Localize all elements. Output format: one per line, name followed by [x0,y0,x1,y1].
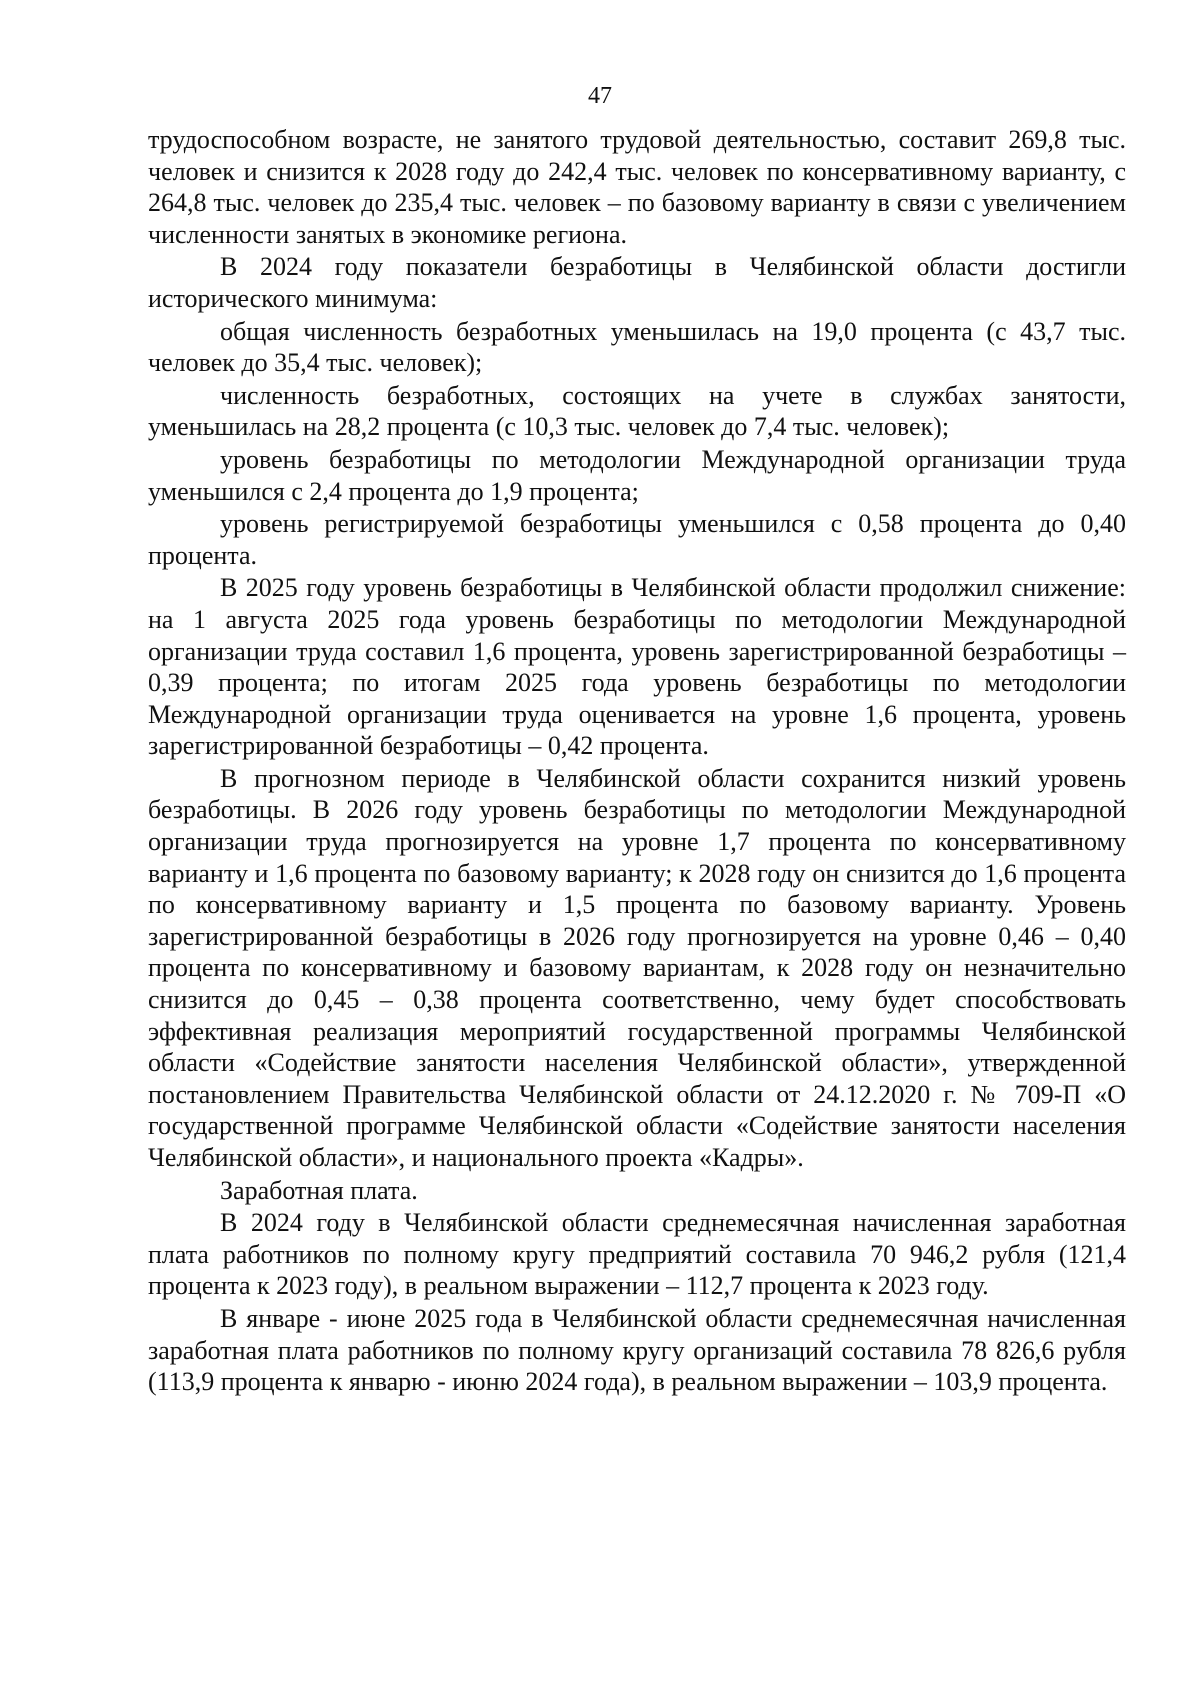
paragraph-total-unemployed: общая численность безработных уменьшилась на 19,0 процента (с 43,7 тыс. человек до 35,4 тыс. человек); [148,316,1126,378]
paragraph-working-age-unemployed: трудоспособном возрасте, не занятого трудовой деятельностью, составит 269,8 тыс. человек и снизится к 2028 году до 242,4 тыс. человек по консервативному варианту, с 264,8 тыс. человек до 235,4 тыс. человек – по базовому варианту в связи с увеличением численности занятых в экономике региона. [148,125,1126,249]
paragraph-registered-unemployment-rate: уровень регистрируемой безработицы уменьшился с 0,58 процента до 0,40 процента. [148,509,1126,570]
section-heading-wages: Заработная плата. [220,1175,418,1205]
paragraph-2024-wages: В 2024 году в Челябинской области среднемесячная начисленная заработная плата работников по полному кругу предприятий составила 70 946,2 рубля (121,4 процента к 2023 году), в реальном выражении – 112,7 процента к 2023 году. [148,1208,1126,1301]
paragraph-forecast-unemployment: В прогнозном периоде в Челябинской области сохранится низкий уровень безработицы. В 2026 году уровень безработицы по методологии Международной организации труда прогнозируется на уровне 1,7 процента по консервативному варианту и 1,6 процента по базовому варианту; к 2028 году он снизится до 1,6 процента по консервативному варианту и 1,5 процента по базовому варианту. Уровень зарегистрированной безработицы в 2026 году прогнозируется на уровне 0,46 – 0,40 процента по консервативному и базовому вариантам, к 2028 году он незначительно снизится до 0,45 – 0,38 процента соответственно, чему будет способствовать эффективная реализация мероприятий государственной программы Челябинской области «Содействие занятости населения Челябинской области», утвержденной постановлением Правительства Челябинской области от 24.12.2020 г. № 709-П «О государственной программе Челябинской области «Содействие занятости населения Челябинской области», и национального проекта «Кадры». [148,763,1126,1172]
paragraph-2025-unemployment: В 2025 году уровень безработицы в Челябинской области продолжил снижение: на 1 августа 2025 года уровень безработицы по методологии Международной организации труда составил 1,6 процента, уровень зарегистрированной безработицы – 0,39 процента; по итогам 2025 года уровень безработицы по методологии Международной организации труда оценивается на уровне 1,6 процента, уровень зарегистрированной безработицы – 0,42 процента. [148,573,1126,761]
paragraph-2025-wages: В январе - июне 2025 года в Челябинской области среднемесячная начисленная заработная плата работников по полному кругу организаций составила 78 826,6 рубля (113,9 процента к январю - июню 2024 года), в реальном выражении – 103,9 процента. [148,1303,1126,1397]
paragraph-registered-unemployed: численность безработных, состоящих на учете в службах занятости, уменьшилась на 28,2 процента (с 10,3 тыс. человек до 7,4 тыс. человек); [148,380,1126,442]
paragraph-ilo-unemployment-rate: уровень безработицы по методологии Международной организации труда уменьшился с 2,4 процента до 1,9 процента; [148,444,1126,506]
paragraph-2024-unemployment-intro: В 2024 году показатели безработицы в Челябинской области достигли исторического минимума: [148,252,1126,313]
page-number: 47 [588,83,612,109]
document-body [148,124,1126,1399]
